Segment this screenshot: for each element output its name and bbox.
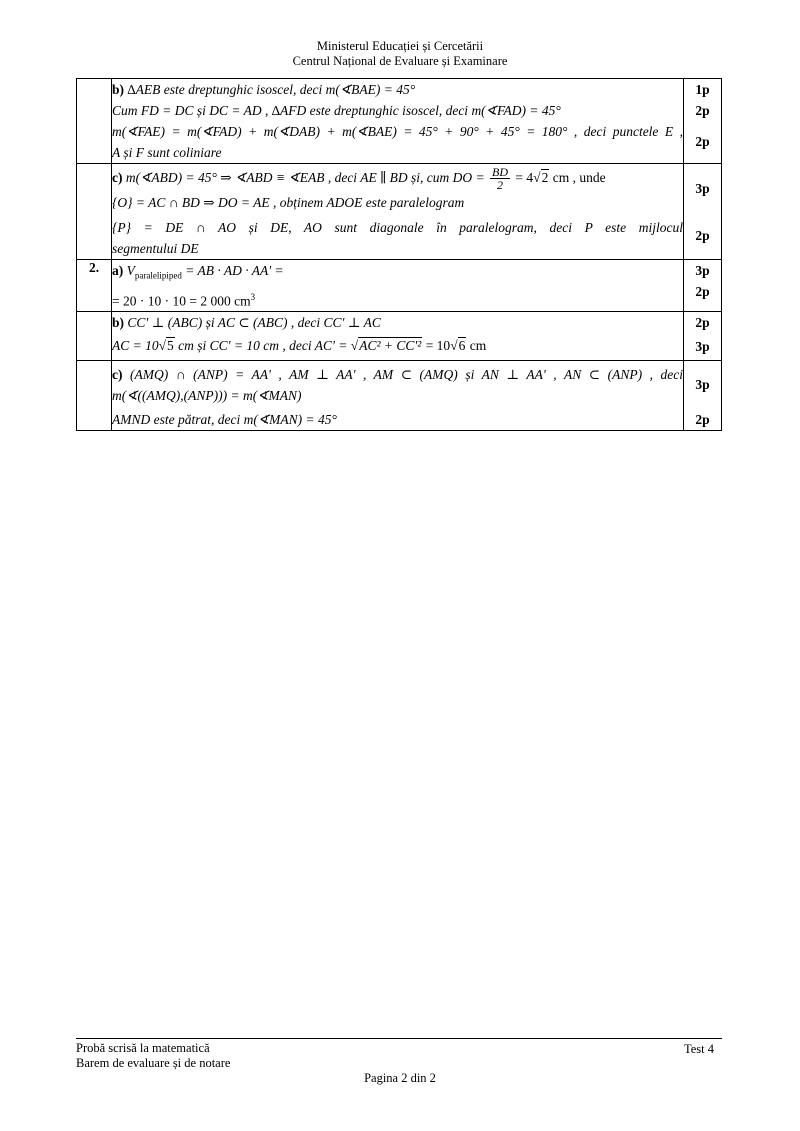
points-value: 3p: [695, 339, 710, 355]
answer-text: cm și CC' = 10 cm , deci AC' =: [178, 338, 348, 354]
points-value: 2p: [695, 134, 710, 149]
answer-cell: [112, 79, 684, 164]
header-ministry: Ministerul Educației și Cercetării: [316, 39, 484, 53]
points-cell: [684, 361, 722, 431]
radicand: 2: [541, 170, 549, 185]
answer-line: A și F sunt coliniare: [112, 145, 222, 160]
table-row: [77, 361, 722, 431]
answer-text: cm: [469, 338, 487, 354]
points-value: 2p: [695, 228, 710, 243]
points-value: 2p: [695, 102, 710, 118]
subpoint-label: b): [112, 315, 125, 331]
problem-number-cell: [77, 79, 112, 164]
volume-subscript: paralelipiped: [134, 270, 182, 281]
unit-exponent: 3: [250, 291, 256, 302]
radical-sign: √: [350, 338, 359, 354]
problem-number-cell: [77, 361, 112, 431]
radicand: AC² + CC'²: [359, 338, 422, 354]
answer-text: = 4: [515, 170, 534, 185]
footer-exam-title: Probă scrisă la matematică: [76, 1041, 210, 1055]
table-row: [77, 164, 722, 260]
answer-text: AC = 10: [112, 338, 159, 354]
subpoint-label: c): [112, 367, 123, 383]
page-number: Pagina 2 din 2: [364, 1071, 436, 1085]
answer-line: Cum FD = DC și DC = AD , ∆AFD este dreptunghic isoscel, deci m(∢FAD) = 45°: [112, 103, 561, 118]
radicand: 5: [167, 338, 174, 354]
header-center: Centrul Național de Evaluare și Examinare: [292, 54, 508, 68]
answer-line: m(∢FAE) = m(∢FAD) + m(∢DAB) + m(∢BAE) = 45° + 90° + 45° = 180° , deci punctele E ,: [112, 124, 683, 139]
grading-table: [76, 78, 722, 431]
problem-number-cell: [77, 312, 112, 361]
problem-number-cell: [77, 164, 112, 260]
answer-line: (AMQ) ∩ (ANP) = AA' , AM ⊥ AA' , AM ⊂ (AMQ) și AN ⊥ AA' , AN ⊂ (ANP) , deci: [130, 367, 684, 383]
fraction: [490, 166, 510, 191]
header: [0, 39, 800, 69]
points-value: 3p: [695, 180, 710, 196]
answer-line: m(∢((AMQ),(ANP))) = m(∢MAN): [112, 388, 302, 404]
answer-line: {O} = AC ∩ BD ⇒ DO = AE , obținem ADOE este paralelogram: [112, 195, 465, 210]
subpoint-label: b): [112, 82, 125, 97]
points-value: 2p: [695, 283, 710, 299]
answer-line: AMND este pătrat, deci m(∢MAN) = 45°: [112, 412, 337, 428]
answer-cell: [112, 361, 684, 431]
answer-line: CC' ⊥ (ABC) și AC ⊂ (ABC) , deci CC' ⊥ AC: [127, 315, 381, 331]
points-cell: [684, 79, 722, 164]
volume-symbol: V: [126, 263, 135, 278]
points-value: 3p: [695, 262, 710, 278]
footer: [76, 1038, 722, 1071]
problem-number: 2.: [77, 260, 112, 312]
fraction-numerator: BD: [492, 165, 509, 180]
radicand: 6: [458, 338, 466, 354]
footer-doc-type: Barem de evaluare și de notare: [76, 1056, 231, 1070]
answer-text: cm , unde: [552, 170, 606, 185]
points-value: 1p: [695, 81, 710, 97]
answer-line: = 20 · 10 · 10 = 2 000 cm: [112, 293, 251, 309]
table-row: [77, 312, 722, 361]
answer-line: m(∢ABD) = 45° ⇒ ∢ABD ≡ ∢EAB , deci AE ∥ BD și, cum DO =: [125, 170, 485, 185]
points-cell: [684, 260, 722, 312]
answer-line: {P} = DE ∩ AO și DE, AO sunt diagonale în paralelogram, deci P este mijlocul: [112, 220, 683, 235]
subpoint-label: c): [112, 170, 123, 185]
points-value: 2p: [695, 315, 710, 331]
radical-sign: √: [158, 338, 167, 354]
radical-sign: √: [450, 338, 458, 354]
answer-text: = 10: [425, 338, 451, 354]
radical-sign: √: [533, 170, 541, 185]
answer-cell: [112, 260, 684, 312]
footer-test-label: Test 4: [683, 1042, 714, 1056]
fraction-denominator: 2: [497, 178, 504, 193]
answer-cell: [112, 312, 684, 361]
answer-line: = AB · AD · AA' =: [185, 263, 284, 278]
answer-line: segmentului DE: [112, 241, 199, 256]
points-value: 3p: [695, 377, 710, 393]
answer-cell: [112, 164, 684, 260]
points-value: 2p: [695, 411, 710, 427]
points-cell: [684, 312, 722, 361]
table-row: [77, 79, 722, 164]
table-row: [77, 260, 722, 312]
points-cell: [684, 164, 722, 260]
answer-line: ∆AEB este dreptunghic isoscel, deci m(∢BAE) = 45°: [127, 82, 416, 97]
subpoint-label: a): [112, 263, 124, 278]
